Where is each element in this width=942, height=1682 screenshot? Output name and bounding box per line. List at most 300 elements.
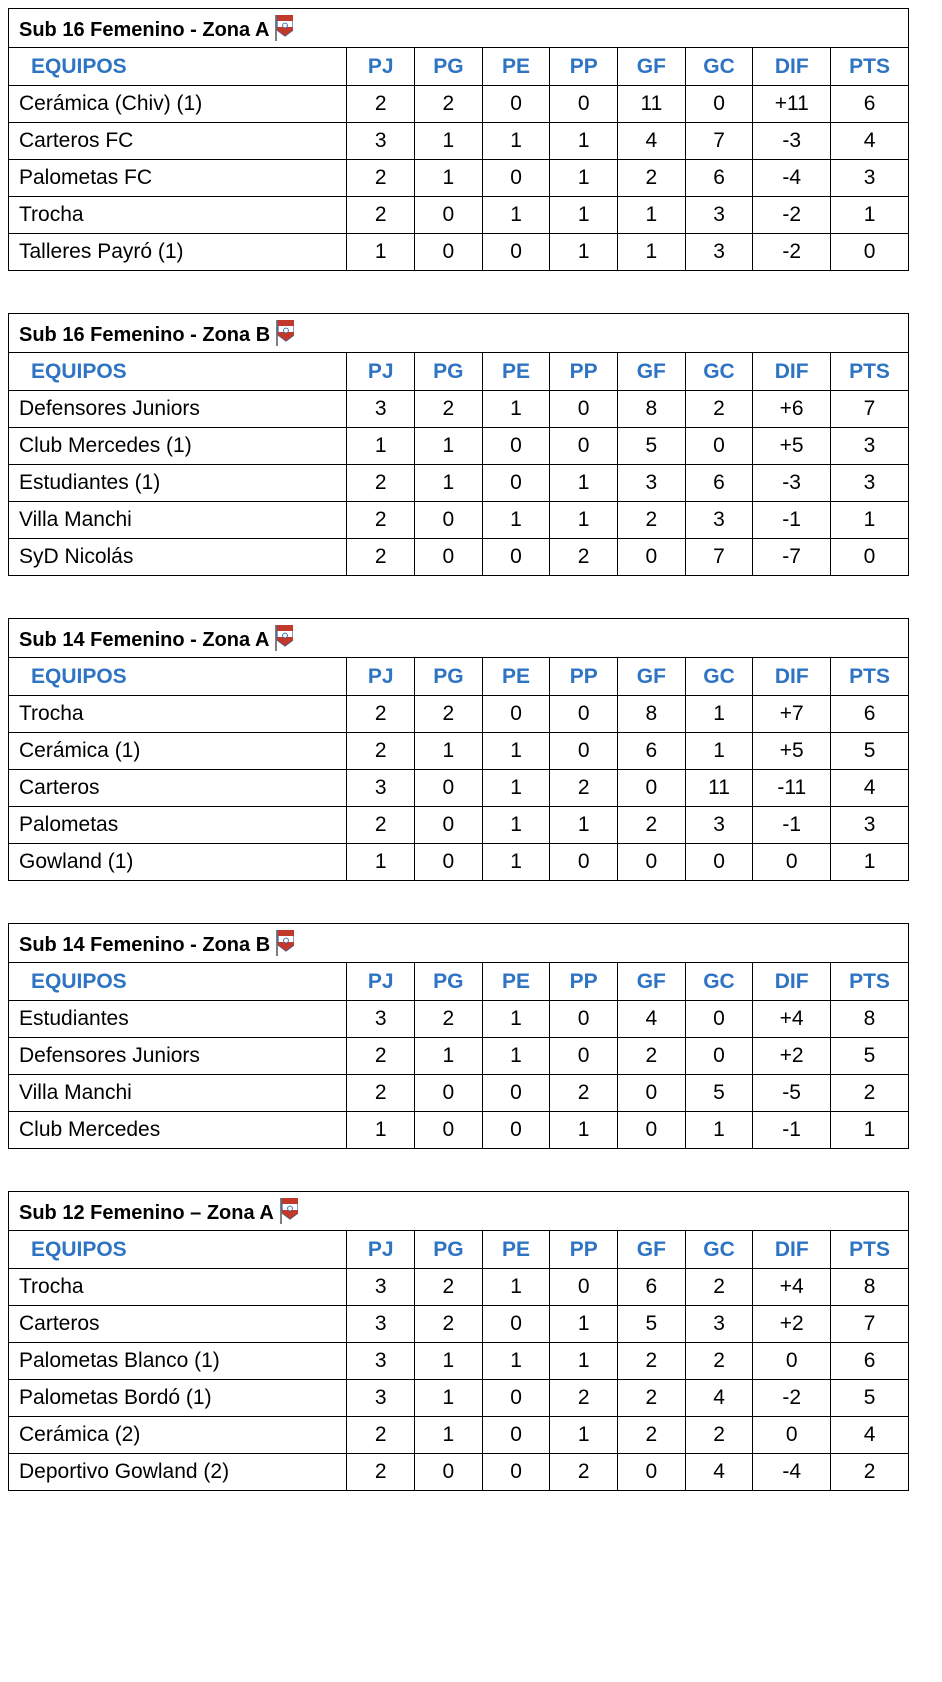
stat-dif: -3 — [753, 465, 831, 502]
stat-gc: 3 — [685, 807, 753, 844]
column-header-pj: PJ — [347, 658, 415, 696]
table-row — [9, 1454, 909, 1491]
stat-dif: -3 — [753, 123, 831, 160]
standings-table — [8, 618, 909, 881]
table-header-row — [9, 1231, 909, 1269]
stat-gf: 0 — [617, 1075, 685, 1112]
team-name: Carteros — [9, 770, 347, 807]
stat-pe: 0 — [482, 465, 550, 502]
table-header-row — [9, 48, 909, 86]
stat-pts: 0 — [831, 234, 909, 271]
stat-gf: 0 — [618, 844, 686, 881]
table-title-text: Sub 14 Femenino - Zona A — [19, 628, 270, 651]
team-name: Club Mercedes — [9, 1112, 347, 1149]
stat-pe: 0 — [482, 234, 550, 271]
table-title-row — [9, 619, 909, 658]
stat-gc: 7 — [685, 123, 753, 160]
stat-pe: 1 — [482, 1001, 550, 1038]
stat-pp: 0 — [550, 1001, 618, 1038]
stat-gc: 2 — [685, 1417, 753, 1454]
stat-pg: 2 — [415, 696, 483, 733]
column-header-pts: PTS — [831, 963, 909, 1001]
stat-gc: 3 — [685, 234, 753, 271]
stat-pp: 1 — [550, 1112, 618, 1149]
column-header-gf: GF — [618, 48, 686, 86]
stat-pts: 7 — [831, 1306, 909, 1343]
team-name: Carteros FC — [9, 123, 347, 160]
stat-pp: 0 — [550, 733, 618, 770]
stat-pe: 1 — [482, 391, 550, 428]
column-header-gc: GC — [685, 48, 753, 86]
column-header-equipos: EQUIPOS — [9, 658, 347, 696]
stat-pp: 2 — [550, 539, 618, 576]
team-name: Palometas — [9, 807, 347, 844]
stat-pe: 1 — [482, 807, 550, 844]
stat-pe: 1 — [482, 123, 550, 160]
stat-gf: 2 — [618, 1417, 686, 1454]
stat-pj: 2 — [347, 696, 415, 733]
team-name: Defensores Juniors — [9, 391, 347, 428]
stat-pe: 0 — [482, 1454, 550, 1491]
stat-pe: 1 — [482, 502, 550, 539]
stat-pp: 2 — [550, 1075, 618, 1112]
column-header-equipos: EQUIPOS — [9, 48, 347, 86]
stat-pj: 1 — [347, 428, 415, 465]
column-header-gc: GC — [685, 1231, 753, 1269]
stat-pj: 2 — [347, 1075, 415, 1112]
team-name: Estudiantes — [9, 1001, 347, 1038]
table-row — [9, 1380, 909, 1417]
table-title-row — [9, 314, 909, 353]
table-row — [9, 1417, 909, 1454]
stat-pts: 1 — [831, 844, 909, 881]
stat-pp: 1 — [550, 502, 618, 539]
stat-pj: 2 — [347, 197, 415, 234]
table-title — [9, 924, 909, 963]
column-header-dif: DIF — [753, 353, 831, 391]
stat-pe: 0 — [482, 86, 550, 123]
table-row — [9, 197, 909, 234]
stat-pj: 2 — [347, 1417, 415, 1454]
table-title-row — [9, 1192, 909, 1231]
stat-pp: 0 — [550, 696, 618, 733]
standings-table — [8, 8, 909, 271]
table-row — [9, 1075, 909, 1112]
stat-pg: 0 — [415, 844, 483, 881]
stat-pg: 1 — [414, 465, 482, 502]
table-title-text: Sub 12 Femenino – Zona A — [19, 1201, 274, 1224]
column-header-pp: PP — [550, 1231, 618, 1269]
stat-pj: 2 — [347, 807, 415, 844]
stat-pp: 1 — [550, 123, 618, 160]
stat-pts: 4 — [831, 770, 909, 807]
stat-pe: 1 — [482, 770, 550, 807]
team-name: Defensores Juniors — [9, 1038, 347, 1075]
stat-pe: 1 — [482, 197, 550, 234]
stat-pg: 2 — [414, 1001, 482, 1038]
stat-gc: 0 — [685, 428, 753, 465]
stat-pp: 0 — [550, 391, 618, 428]
stat-pts: 0 — [831, 539, 909, 576]
stat-dif: -4 — [753, 1454, 831, 1491]
stat-dif: +4 — [753, 1269, 831, 1306]
stat-dif: 0 — [753, 1417, 831, 1454]
standings-block — [8, 1191, 909, 1491]
column-header-equipos: EQUIPOS — [9, 1231, 347, 1269]
stat-pe: 0 — [482, 696, 550, 733]
stat-gf: 4 — [618, 123, 686, 160]
stat-pj: 3 — [347, 1269, 415, 1306]
table-title-row — [9, 924, 909, 963]
stat-gf: 0 — [618, 1454, 686, 1491]
team-name: Deportivo Gowland (2) — [9, 1454, 347, 1491]
stat-pp: 1 — [550, 1417, 618, 1454]
column-header-pg: PG — [414, 963, 482, 1001]
table-title — [9, 9, 909, 48]
stat-pe: 0 — [482, 1380, 550, 1417]
team-name: Trocha — [9, 696, 347, 733]
stat-pg: 1 — [415, 733, 483, 770]
team-name: Carteros — [9, 1306, 347, 1343]
column-header-pj: PJ — [347, 1231, 415, 1269]
table-header-row — [9, 658, 909, 696]
stat-gc: 4 — [685, 1380, 753, 1417]
stat-gf: 11 — [618, 86, 686, 123]
stat-gc: 6 — [685, 160, 753, 197]
stat-pts: 6 — [831, 1343, 909, 1380]
stat-pj: 2 — [347, 1038, 415, 1075]
stat-dif: -11 — [753, 770, 831, 807]
column-header-gf: GF — [617, 353, 685, 391]
stat-pp: 0 — [550, 86, 618, 123]
stat-gc: 1 — [685, 696, 753, 733]
standings-block — [8, 618, 909, 881]
stat-gc: 1 — [685, 1112, 753, 1149]
table-title — [9, 314, 909, 353]
stat-gf: 8 — [618, 696, 686, 733]
team-name: Cerámica (Chiv) (1) — [9, 86, 347, 123]
column-header-equipos: EQUIPOS — [9, 353, 347, 391]
stat-pp: 0 — [550, 1038, 618, 1075]
stat-dif: -1 — [753, 502, 831, 539]
stat-pj: 1 — [347, 844, 415, 881]
column-header-pg: PG — [415, 658, 483, 696]
stat-gf: 6 — [618, 733, 686, 770]
stat-gc: 0 — [685, 1038, 753, 1075]
column-header-pts: PTS — [831, 1231, 909, 1269]
column-header-dif: DIF — [753, 48, 831, 86]
stat-pp: 1 — [550, 234, 618, 271]
team-name: Trocha — [9, 197, 347, 234]
column-header-pe: PE — [482, 658, 550, 696]
stat-pg: 0 — [415, 770, 483, 807]
column-header-pp: PP — [550, 48, 618, 86]
column-header-dif: DIF — [753, 1231, 831, 1269]
stat-pts: 1 — [831, 197, 909, 234]
stat-pg: 1 — [415, 1343, 483, 1380]
stat-gf: 1 — [618, 234, 686, 271]
team-name: Villa Manchi — [9, 502, 347, 539]
stat-dif: -4 — [753, 160, 831, 197]
stat-pts: 2 — [831, 1075, 909, 1112]
stat-pg: 1 — [415, 123, 483, 160]
table-row — [9, 1038, 909, 1075]
table-title-row — [9, 9, 909, 48]
stat-pp: 1 — [550, 160, 618, 197]
column-header-gf: GF — [617, 963, 685, 1001]
stat-pe: 0 — [482, 428, 550, 465]
standings-block — [8, 923, 909, 1149]
stat-pj: 3 — [347, 391, 415, 428]
stat-pp: 1 — [550, 1343, 618, 1380]
stat-gc: 2 — [685, 1269, 753, 1306]
stat-gf: 0 — [618, 770, 686, 807]
stat-dif: -1 — [753, 807, 831, 844]
stat-pp: 0 — [550, 844, 618, 881]
stat-pg: 0 — [414, 502, 482, 539]
club-flag-icon — [276, 930, 294, 956]
stat-pj: 3 — [347, 1380, 415, 1417]
table-title-text: Sub 14 Femenino - Zona B — [19, 933, 271, 956]
stat-dif: +5 — [753, 733, 831, 770]
team-name: Club Mercedes (1) — [9, 428, 347, 465]
column-header-gc: GC — [685, 658, 753, 696]
team-name: Palometas Blanco (1) — [9, 1343, 347, 1380]
stat-pp: 1 — [550, 197, 618, 234]
team-name: Talleres Payró (1) — [9, 234, 347, 271]
table-row — [9, 123, 909, 160]
stat-pts: 1 — [831, 1112, 909, 1149]
column-header-dif: DIF — [753, 658, 831, 696]
stat-gc: 3 — [685, 1306, 753, 1343]
stat-pg: 1 — [415, 160, 483, 197]
stat-gf: 3 — [617, 465, 685, 502]
column-header-pj: PJ — [347, 48, 415, 86]
stat-pj: 2 — [347, 539, 415, 576]
column-header-pj: PJ — [347, 353, 415, 391]
stat-gf: 1 — [618, 197, 686, 234]
table-row — [9, 539, 909, 576]
team-name: SyD Nicolás — [9, 539, 347, 576]
stat-pj: 2 — [347, 733, 415, 770]
table-row — [9, 1306, 909, 1343]
standings-table — [8, 313, 909, 576]
stat-dif: -5 — [753, 1075, 831, 1112]
stat-pg: 2 — [415, 86, 483, 123]
stat-dif: +11 — [753, 86, 831, 123]
stat-pg: 0 — [415, 807, 483, 844]
column-header-gc: GC — [685, 963, 753, 1001]
team-name: Palometas FC — [9, 160, 347, 197]
stat-pj: 2 — [347, 502, 415, 539]
stat-pg: 2 — [415, 1306, 483, 1343]
stat-pts: 8 — [831, 1001, 909, 1038]
club-flag-icon — [276, 320, 294, 346]
stat-gf: 2 — [618, 1343, 686, 1380]
team-name: Palometas Bordó (1) — [9, 1380, 347, 1417]
stat-pts: 7 — [831, 391, 909, 428]
table-row — [9, 502, 909, 539]
stat-pts: 3 — [831, 465, 909, 502]
stat-gc: 0 — [685, 86, 753, 123]
stat-gc: 4 — [685, 1454, 753, 1491]
stat-pj: 3 — [347, 1001, 415, 1038]
column-header-pts: PTS — [831, 353, 909, 391]
stat-pj: 1 — [347, 1112, 415, 1149]
stat-gf: 6 — [618, 1269, 686, 1306]
table-row — [9, 428, 909, 465]
stat-pg: 0 — [415, 234, 483, 271]
stat-pg: 1 — [415, 1380, 483, 1417]
stat-pp: 2 — [550, 1380, 618, 1417]
stat-gc: 6 — [685, 465, 753, 502]
team-name: Estudiantes (1) — [9, 465, 347, 502]
column-header-pg: PG — [414, 353, 482, 391]
stat-pj: 3 — [347, 770, 415, 807]
stat-pts: 4 — [831, 1417, 909, 1454]
stat-gf: 4 — [617, 1001, 685, 1038]
stat-gc: 3 — [685, 197, 753, 234]
stat-dif: -2 — [753, 197, 831, 234]
column-header-pe: PE — [482, 963, 550, 1001]
stat-pe: 1 — [482, 1038, 550, 1075]
table-row — [9, 391, 909, 428]
column-header-gc: GC — [685, 353, 753, 391]
table-row — [9, 807, 909, 844]
stat-gc: 3 — [685, 502, 753, 539]
table-row — [9, 1343, 909, 1380]
stat-pp: 1 — [550, 807, 618, 844]
table-header-row — [9, 963, 909, 1001]
stat-gf: 2 — [617, 502, 685, 539]
stat-pj: 3 — [347, 1306, 415, 1343]
stat-pp: 2 — [550, 1454, 618, 1491]
stat-pj: 2 — [347, 465, 415, 502]
column-header-pp: PP — [550, 963, 618, 1001]
table-title — [9, 1192, 909, 1231]
stat-dif: -2 — [753, 1380, 831, 1417]
column-header-pts: PTS — [831, 658, 909, 696]
stat-gf: 8 — [617, 391, 685, 428]
table-row — [9, 770, 909, 807]
table-row — [9, 1001, 909, 1038]
stat-pe: 1 — [482, 1269, 550, 1306]
team-name: Cerámica (1) — [9, 733, 347, 770]
club-flag-icon — [280, 1198, 298, 1224]
stat-gf: 2 — [618, 1380, 686, 1417]
stat-pj: 2 — [347, 1454, 415, 1491]
stat-pe: 1 — [482, 844, 550, 881]
stat-pg: 0 — [414, 1112, 482, 1149]
column-header-pj: PJ — [347, 963, 415, 1001]
stat-pe: 0 — [482, 1075, 550, 1112]
stat-dif: +4 — [753, 1001, 831, 1038]
club-flag-icon — [275, 15, 293, 41]
stat-gc: 5 — [685, 1075, 753, 1112]
stat-gf: 2 — [618, 807, 686, 844]
stat-pg: 1 — [414, 1038, 482, 1075]
stat-pj: 2 — [347, 160, 415, 197]
column-header-pts: PTS — [831, 48, 909, 86]
stat-pp: 0 — [550, 428, 618, 465]
stat-pts: 4 — [831, 123, 909, 160]
table-row — [9, 696, 909, 733]
stat-gc: 11 — [685, 770, 753, 807]
stat-pj: 3 — [347, 123, 415, 160]
standings-block — [8, 8, 909, 271]
stat-pg: 2 — [415, 1269, 483, 1306]
column-header-gf: GF — [618, 658, 686, 696]
stat-pe: 0 — [482, 160, 550, 197]
table-row — [9, 1269, 909, 1306]
stat-gc: 0 — [685, 1001, 753, 1038]
stat-pg: 1 — [414, 428, 482, 465]
column-header-pg: PG — [415, 1231, 483, 1269]
stat-pg: 0 — [414, 1075, 482, 1112]
stat-gc: 1 — [685, 733, 753, 770]
stat-dif: +2 — [753, 1306, 831, 1343]
column-header-pe: PE — [482, 1231, 550, 1269]
team-name: Villa Manchi — [9, 1075, 347, 1112]
table-title-text: Sub 16 Femenino - Zona A — [19, 18, 270, 41]
table-title-text: Sub 16 Femenino - Zona B — [19, 323, 271, 346]
stat-pp: 0 — [550, 1269, 618, 1306]
stat-dif: +6 — [753, 391, 831, 428]
stat-dif: -1 — [753, 1112, 831, 1149]
stat-pj: 1 — [347, 234, 415, 271]
table-row — [9, 86, 909, 123]
standings-block — [8, 313, 909, 576]
team-name: Trocha — [9, 1269, 347, 1306]
stat-pg: 2 — [414, 391, 482, 428]
team-name: Gowland (1) — [9, 844, 347, 881]
stat-pj: 2 — [347, 86, 415, 123]
stat-dif: +7 — [753, 696, 831, 733]
stat-gc: 2 — [685, 1343, 753, 1380]
stat-gf: 5 — [617, 428, 685, 465]
column-header-equipos: EQUIPOS — [9, 963, 347, 1001]
table-title — [9, 619, 909, 658]
stat-gf: 2 — [617, 1038, 685, 1075]
table-row — [9, 160, 909, 197]
stat-dif: +2 — [753, 1038, 831, 1075]
stat-pe: 0 — [482, 1112, 550, 1149]
stat-pg: 0 — [415, 1454, 483, 1491]
column-header-pp: PP — [550, 353, 618, 391]
column-header-dif: DIF — [753, 963, 831, 1001]
stat-pts: 5 — [831, 1380, 909, 1417]
stat-pe: 0 — [482, 1417, 550, 1454]
stat-dif: -7 — [753, 539, 831, 576]
stat-pg: 0 — [414, 539, 482, 576]
stat-gf: 0 — [617, 1112, 685, 1149]
column-header-pg: PG — [415, 48, 483, 86]
stat-pg: 0 — [415, 197, 483, 234]
stat-pts: 8 — [831, 1269, 909, 1306]
column-header-gf: GF — [618, 1231, 686, 1269]
stat-pp: 2 — [550, 770, 618, 807]
stat-pe: 1 — [482, 733, 550, 770]
club-flag-icon — [275, 625, 293, 651]
table-header-row — [9, 353, 909, 391]
team-name: Cerámica (2) — [9, 1417, 347, 1454]
stat-gf: 5 — [618, 1306, 686, 1343]
stat-gc: 2 — [685, 391, 753, 428]
table-row — [9, 733, 909, 770]
stat-pg: 1 — [415, 1417, 483, 1454]
stat-pts: 3 — [831, 428, 909, 465]
stat-pts: 1 — [831, 502, 909, 539]
